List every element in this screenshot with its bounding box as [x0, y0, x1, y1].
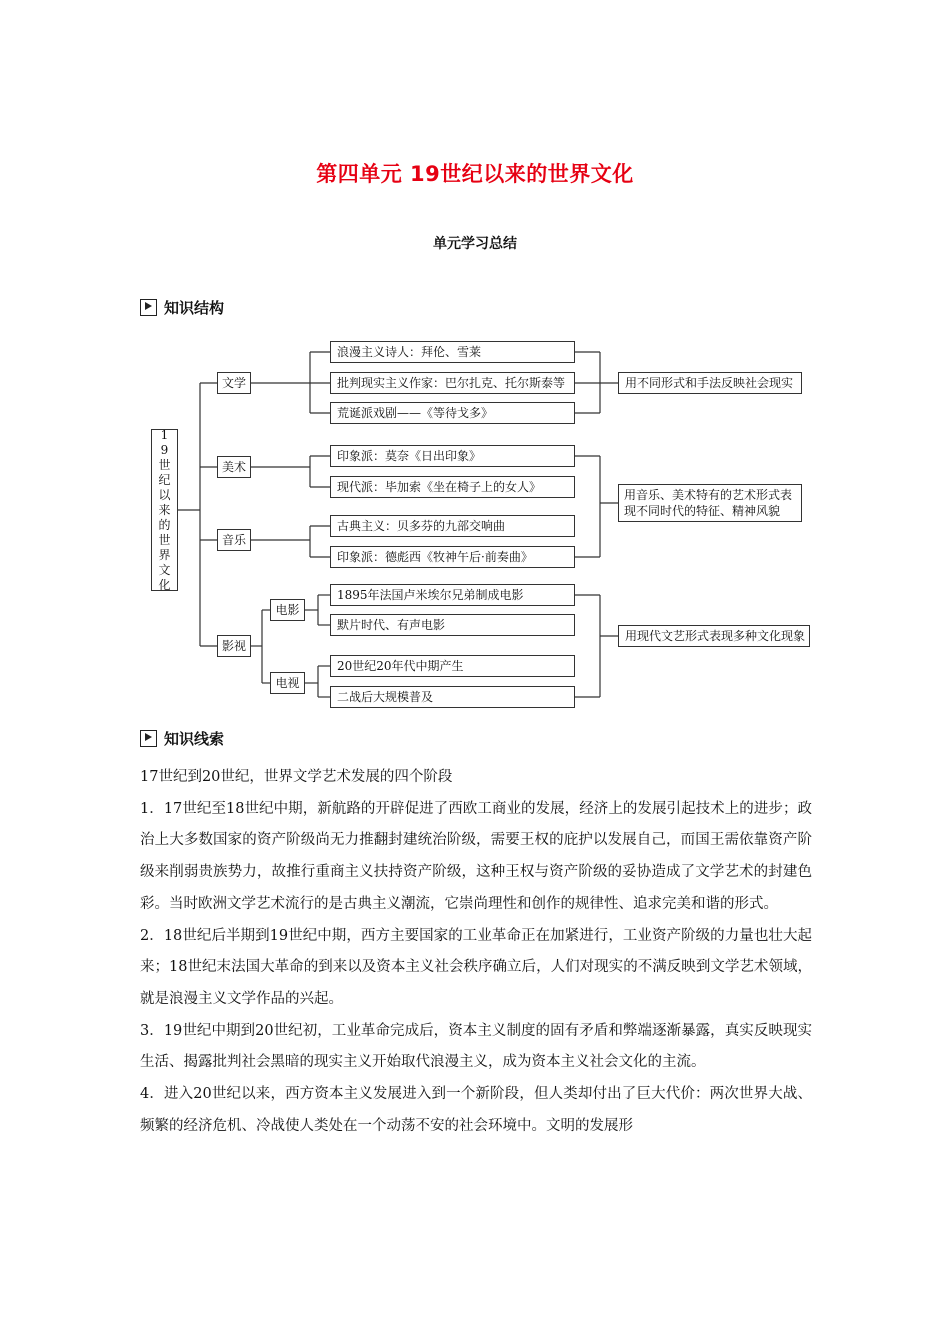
- branch-tv: 电视: [270, 672, 305, 694]
- branch-art: 美术: [217, 456, 251, 478]
- leaf-film-silent-sound: 默片时代、有声电影: [330, 614, 575, 636]
- section-heading-clues: [140, 728, 224, 748]
- branch-film-tv: 影视: [217, 635, 251, 657]
- leaf-impressionism-debussy: 印象派：德彪西《牧神午后·前奏曲》: [330, 546, 575, 568]
- diagram-root-label: 19世纪以来的世界文化: [158, 427, 171, 592]
- branch-literature: 文学: [217, 372, 251, 394]
- diagram-root: [151, 429, 178, 591]
- clues-paragraph-2: 2．18世纪后半期到19世纪中期，西方主要国家的工业革命正在加紧进行，工业资产阶级的力量也壮大起来；18世纪末法国大革命的到来以及资本主义社会秩序确立后，人们对现实的不满反映到文学艺术领域，就是浪漫主义文学作品的兴起。: [140, 927, 812, 1007]
- branch-film: 电影: [270, 599, 305, 621]
- clues-intro: 17世纪到20世纪，世界文学艺术发展的四个阶段: [140, 769, 453, 785]
- leaf-impressionism-monet: 印象派：莫奈《日出印象》: [330, 445, 575, 467]
- leaf-romantic-poets: 浪漫主义诗人：拜伦、雪莱: [330, 341, 575, 363]
- leaf-modernism-picasso: 现代派：毕加索《坐在椅子上的女人》: [330, 476, 575, 498]
- section-heading-label: 知识结构: [164, 298, 225, 317]
- clues-paragraph-4: 4．进入20世纪以来，西方资本主义发展进入到一个新阶段，但人类却付出了巨大代价：两次世界大战、频繁的经济危机、冷战使人类处在一个动荡不安的社会环境中。文明的发展形: [140, 1086, 812, 1134]
- clues-paragraph-1: 1．17世纪至18世纪中期，新航路的开辟促进了西欧工商业的发展，经济上的发展引起技术上的进步；政治上大多数国家的资产阶级尚无力推翻封建统治阶级，需要王权的庇护以发展自己，而国王需依靠资产阶级来削弱贵族势力，故推行重商主义扶持资产阶级，这种王权与资产阶级的妥协造成了文学艺术的封建色彩。当时欧洲文学艺术流行的是古典主义潮流，它崇尚理性和创作的规律性、追求完美和谐的形式。: [140, 800, 812, 912]
- branch-music: 音乐: [217, 529, 251, 551]
- page-subtitle: 单元学习总结: [433, 236, 517, 252]
- page-title: 第四单元 19世纪以来的世界文化: [316, 162, 634, 186]
- play-triangle-icon: [140, 730, 157, 747]
- summary-film-tv: 用现代文艺形式表现多种文化现象: [618, 625, 810, 647]
- leaf-film-lumiere: 1895年法国卢米埃尔兄弟制成电影: [330, 584, 575, 606]
- section-heading-label: 知识线索: [164, 729, 225, 748]
- leaf-absurd-drama: 荒诞派戏剧——《等待戈多》: [330, 402, 575, 424]
- summary-art-music: 用音乐、美术特有的艺术形式表现不同时代的特征、精神风貌: [618, 484, 802, 522]
- leaf-tv-popularization: 二战后大规模普及: [330, 686, 575, 708]
- leaf-classicism-beethoven: 古典主义：贝多芬的九部交响曲: [330, 515, 575, 537]
- knowledge-clues-text: [140, 762, 812, 1142]
- clues-paragraph-3: 3．19世纪中期到20世纪初，工业革命完成后，资本主义制度的固有矛盾和弊端逐渐暴露，真实反映现实生活、揭露批判社会黑暗的现实主义开始取代浪漫主义，成为资本主义社会文化的主流。: [140, 1022, 812, 1071]
- summary-literature: 用不同形式和手法反映社会现实: [618, 372, 802, 394]
- leaf-critical-realism: 批判现实主义作家：巴尔扎克、托尔斯泰等: [330, 372, 575, 394]
- leaf-tv-origin: 20世纪20年代中期产生: [330, 655, 575, 677]
